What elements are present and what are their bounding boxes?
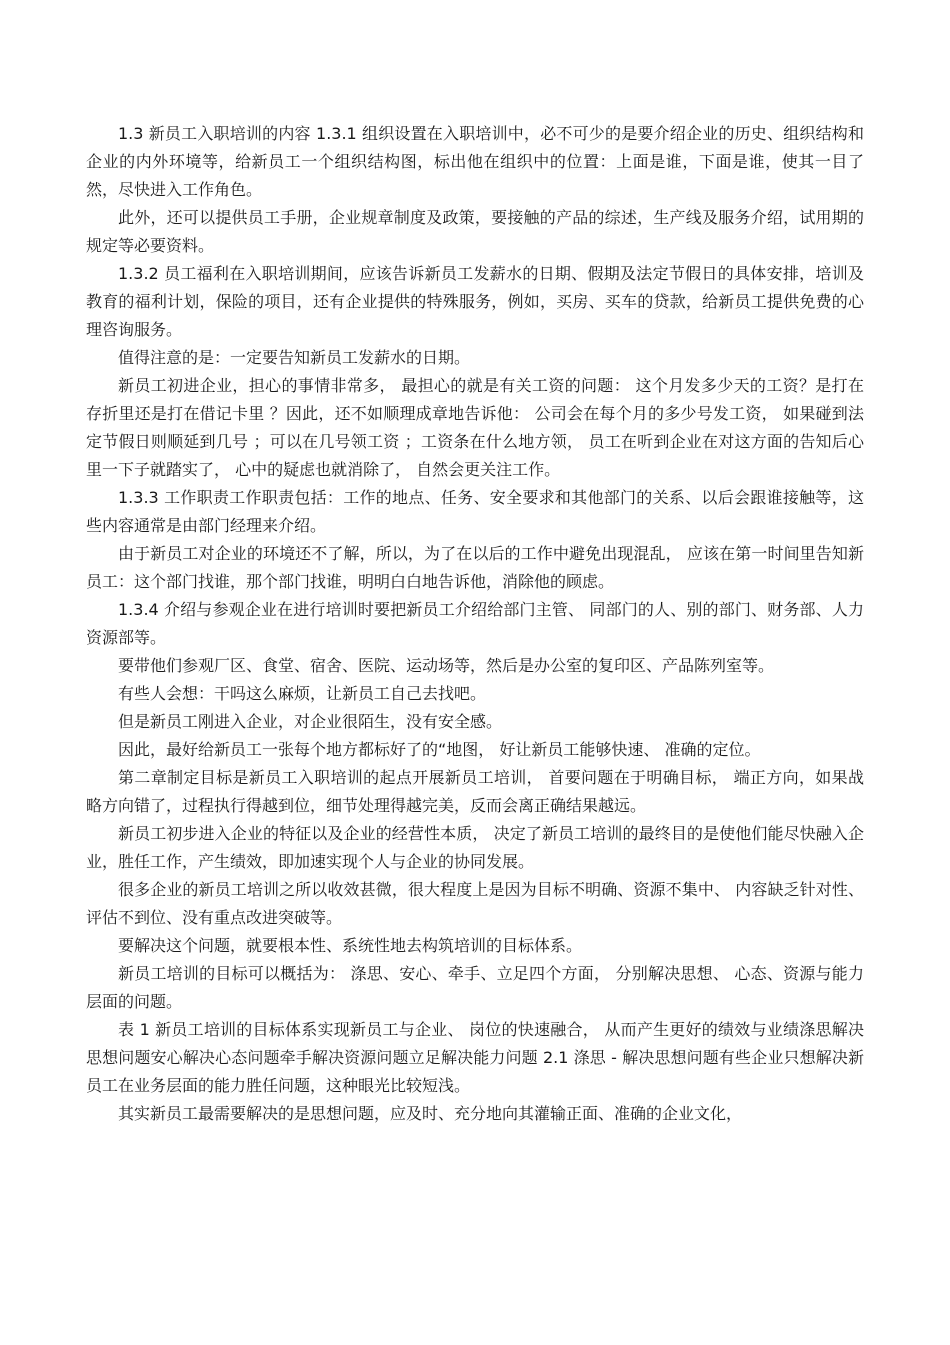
paragraph: 1.3 新员工入职培训的内容 1.3.1 组织设置在入职培训中，必不可少的是要介绍企业的历史、组织结构和企业的内外环境等，给新员工一个组织结构图，标出他在组织中的位置：上面是谁，下面是谁，使其一目了然，尽快进入工作角色。 (86, 124, 864, 199)
paragraph: 由于新员工对企业的环境还不了解，所以，为了在以后的工作中避免出现混乱， 应该在第一时间里告知新员工：这个部门找谁，那个部门找谁，明明白白地告诉他，消除他的顾虑。 (86, 544, 864, 591)
paragraph: 表 1 新员工培训的目标体系实现新员工与企业、 岗位的快速融合， 从而产生更好的绩效与业绩涤思解决思想问题安心解决心态问题牵手解决资源问题立足解决能力问题 2.1 涤思 - 解决思想问题有些企业只想解决新员工在业务层面的能力胜任问题，这种眼光比较短浅。 (86, 1020, 864, 1095)
paragraph: 要带他们参观厂区、食堂、宿舍、医院、运动场等，然后是办公室的复印区、产品陈列室等。 (118, 656, 775, 675)
paragraph: 1.3.4 介绍与参观企业在进行培训时要把新员工介绍给部门主管、 同部门的人、别的部门、财务部、人力资源部等。 (86, 600, 864, 647)
paragraph: 此外，还可以提供员工手册，企业规章制度及政策，要接触的产品的综述，生产线及服务介绍，试用期的规定等必要资料。 (86, 208, 864, 255)
paragraph: 因此，最好给新员工一张每个地方都标好了的“地图， 好让新员工能够快速、 准确的定位。 (118, 740, 761, 759)
paragraph: 值得注意的是：一定要告知新员工发薪水的日期。 (118, 348, 471, 367)
paragraph: 其实新员工最需要解决的是思想问题，应及时、充分地向其灌输正面、准确的企业文化， (118, 1104, 743, 1123)
document-body (86, 120, 864, 1128)
paragraph: 很多企业的新员工培训之所以收效甚微，很大程度上是因为目标不明确、资源不集中、 内容缺乏针对性、评估不到位、没有重点改进突破等。 (86, 880, 864, 927)
paragraph: 新员工培训的目标可以概括为： 涤思、安心、牵手、立足四个方面， 分别解决思想、 心态、资源与能力层面的问题。 (86, 964, 864, 1011)
paragraph: 新员工初进企业，担心的事情非常多， 最担心的就是有关工资的问题： 这个月发多少天的工资？是打在存折里还是打在借记卡里 ？因此，还不如顺理成章地告诉他： 公司会在每个月的多少号发工资， 如果碰到法定节假日则顺延到几号 ；可以在几号领工资 ；工资条在什么地方领， 员工在听到企业在对这方面的告知后心里一下子就踏实了， 心中的疑虑也就消除了， 自然会更关注工作。 (86, 376, 864, 479)
paragraph: 1.3.2 员工福利在入职培训期间，应该告诉新员工发薪水的日期、假期及法定节假日的具体安排，培训及教育的福利计划，保险的项目，还有企业提供的特殊服务，例如，买房、买车的贷款，给新员工提供免费的心理咨询服务。 (86, 264, 864, 339)
paragraph: 新员工初步进入企业的特征以及企业的经营性本质， 决定了新员工培训的最终目的是使他们能尽快融入企业，胜任工作，产生绩效，即加速实现个人与企业的协同发展。 (86, 824, 864, 871)
paragraph: 第二章制定目标是新员工入职培训的起点开展新员工培训， 首要问题在于明确目标， 端正方向，如果战略方向错了，过程执行得越到位，细节处理得越完美，反而会离正确结果越远。 (86, 768, 864, 815)
paragraph: 1.3.3 工作职责工作职责包括：工作的地点、任务、安全要求和其他部门的关系、以后会跟谁接触等，这些内容通常是由部门经理来介绍。 (86, 488, 864, 535)
paragraph: 有些人会想：干吗这么麻烦，让新员工自己去找吧。 (118, 684, 487, 703)
paragraph: 要解决这个问题，就要根本性、系统性地去构筑培训的目标体系。 (118, 936, 583, 955)
paragraph: 但是新员工刚进入企业，对企业很陌生，没有安全感。 (118, 712, 503, 731)
